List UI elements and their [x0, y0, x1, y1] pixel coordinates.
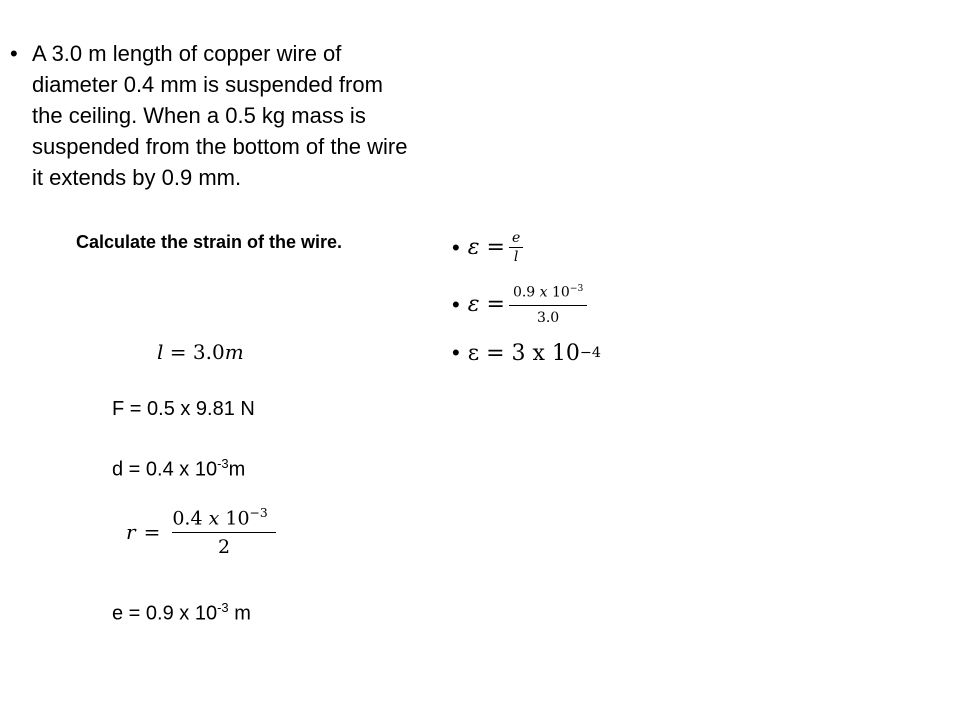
radius-num-x: x	[208, 507, 220, 530]
strain-num-pow: 10	[547, 284, 570, 301]
radius-fraction	[172, 506, 275, 558]
radius-given	[126, 506, 276, 558]
strain-result-exp: −4	[579, 345, 601, 361]
strain-result: ε = 3 x 10	[467, 340, 580, 366]
solution-bullet-2: •	[452, 291, 460, 317]
diameter-exponent: -3	[217, 456, 229, 471]
question-text: A 3.0 m length of copper wire of diameter 0.4 mm is suspended from the ceiling. When a 0.5 kg mass is suspended from the bottom of the wire it extends by 0.9 mm.	[32, 41, 408, 190]
instruction-text: Calculate the strain of the wire.	[76, 232, 343, 252]
diameter-base: d = 0.4 x 10	[112, 458, 218, 481]
radius-symbol: r	[126, 520, 136, 545]
diameter-given	[112, 456, 245, 482]
strain-fraction-1	[509, 230, 523, 265]
strain-num-x: x	[539, 284, 548, 301]
length-value: = 3.0	[169, 340, 225, 364]
radius-num-exp: −3	[249, 506, 268, 520]
solution-line-2	[452, 284, 587, 326]
strain-num-exp: −3	[569, 284, 584, 294]
strain-num-1: e	[509, 230, 523, 248]
radius-numerator	[172, 506, 275, 533]
radius-equals: =	[143, 520, 161, 545]
solution-line-3	[452, 340, 601, 366]
length-unit: m	[224, 340, 244, 364]
question-block	[10, 38, 410, 193]
solution-bullet-1: •	[452, 234, 460, 260]
extension-given	[112, 600, 251, 626]
length-given	[157, 340, 244, 364]
strain-lhs-2: ε =	[467, 292, 505, 318]
radius-num-base: 0.4	[172, 507, 209, 530]
strain-den-1: l	[513, 249, 519, 265]
extension-exponent: -3	[217, 600, 229, 615]
strain-num-base: 0.9	[512, 284, 540, 301]
strain-num-2	[509, 284, 587, 306]
radius-num-pow: 10	[219, 507, 250, 530]
diameter-unit: m	[228, 458, 246, 481]
radius-denominator: 2	[217, 536, 231, 559]
strain-fraction-2	[509, 284, 587, 326]
question-bullet: •	[10, 41, 18, 66]
strain-lhs-1: ε =	[467, 235, 505, 260]
force-given: F = 0.5 x 9.81 N	[112, 398, 255, 420]
extension-base: e = 0.9 x 10	[112, 602, 218, 625]
solution-bullet-3: •	[452, 340, 460, 365]
extension-unit: m	[228, 602, 251, 625]
strain-den-2: 3.0	[536, 309, 560, 326]
length-symbol: l	[157, 340, 164, 364]
solution-line-1	[452, 230, 523, 265]
